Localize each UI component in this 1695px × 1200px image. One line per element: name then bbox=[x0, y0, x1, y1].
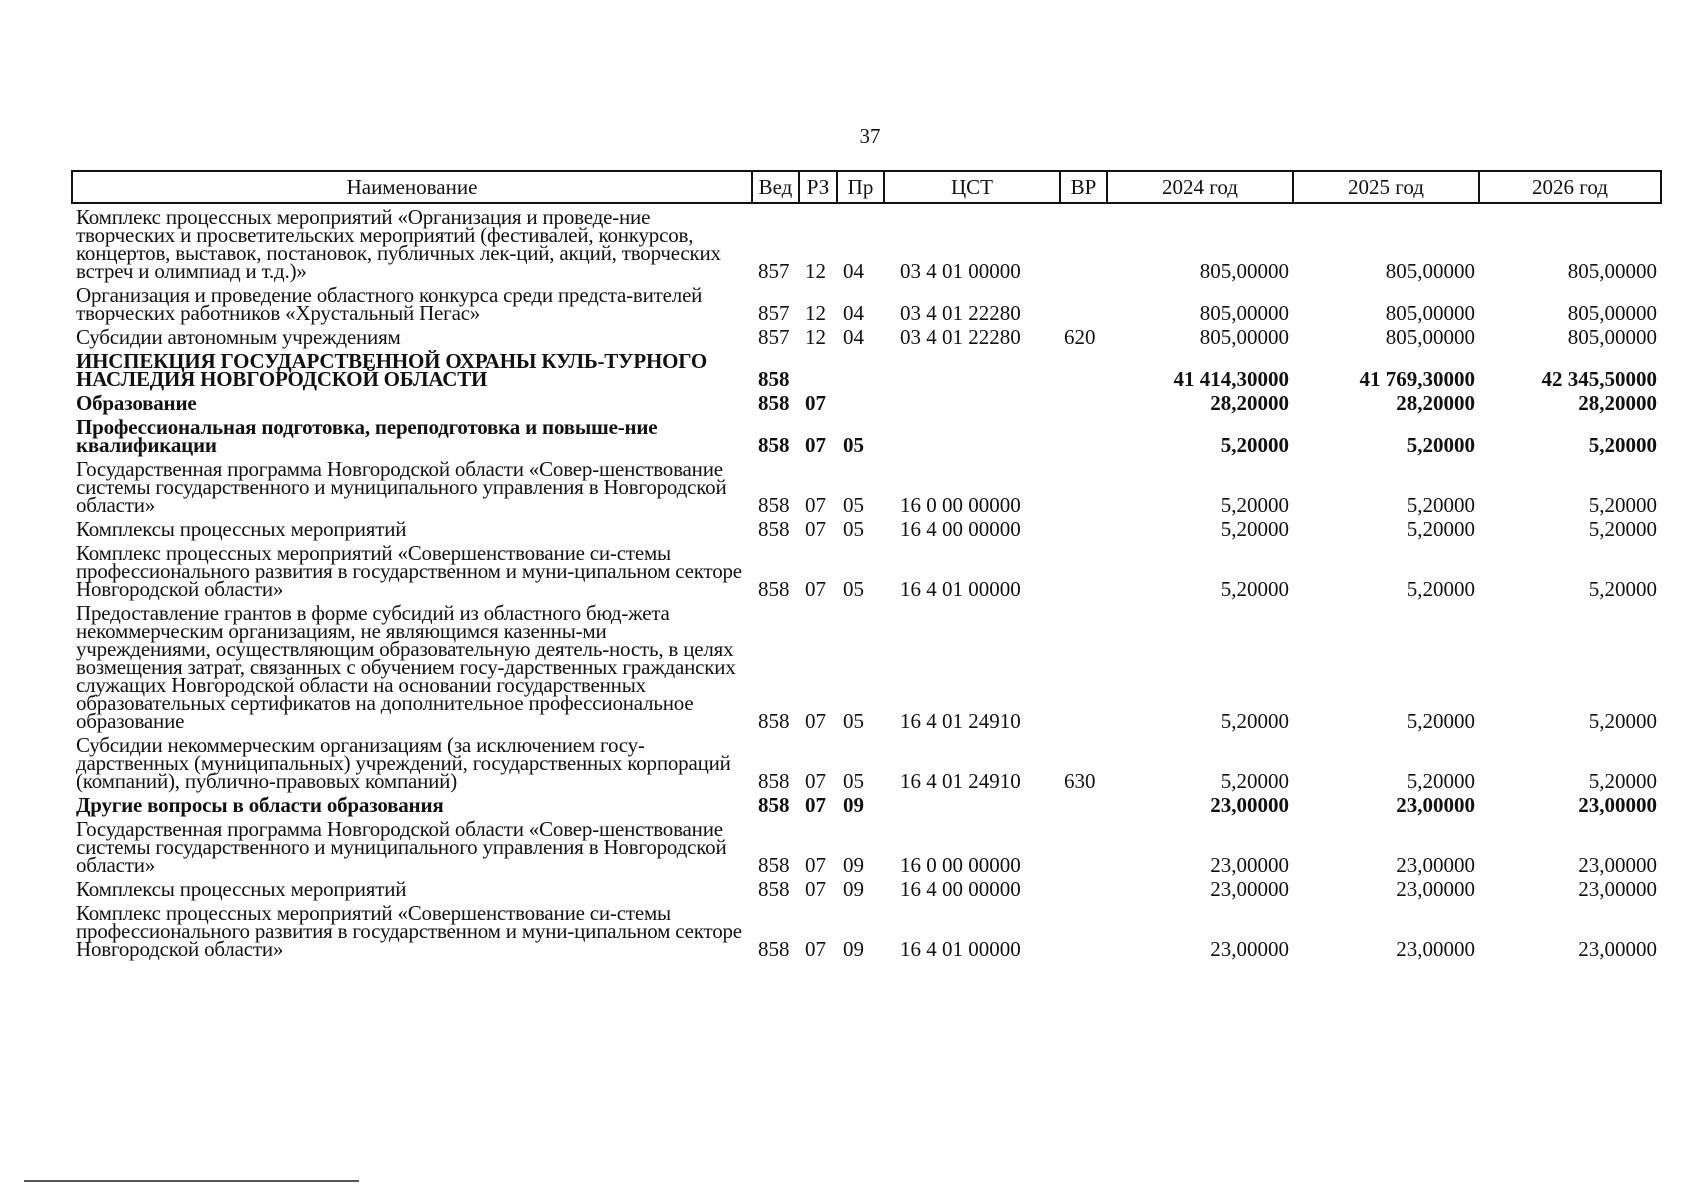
table-row bbox=[72, 282, 1661, 324]
row-name: Комплексы процессных мероприятий bbox=[76, 877, 407, 901]
row-name: Профессиональная подготовка, переподготовка и повыше-ние квалификации bbox=[76, 415, 658, 457]
row-vr bbox=[1060, 414, 1107, 456]
header-pr: Пр bbox=[837, 171, 884, 203]
row-ved: 858 bbox=[758, 433, 790, 457]
header-2026: 2026 год bbox=[1479, 171, 1661, 203]
row-vr bbox=[1060, 600, 1107, 732]
row-vr bbox=[1060, 456, 1107, 516]
row-2025: 805,00000 bbox=[1385, 301, 1475, 325]
row-ved: 858 bbox=[758, 517, 790, 541]
row-2025: 805,00000 bbox=[1385, 259, 1475, 283]
row-vr bbox=[1060, 348, 1107, 390]
row-ved: 858 bbox=[758, 853, 790, 877]
table-row bbox=[72, 816, 1661, 876]
row-2026: 805,00000 bbox=[1567, 301, 1657, 325]
page-number: 37 bbox=[859, 124, 881, 148]
row-2025: 5,20000 bbox=[1406, 769, 1475, 793]
row-pr: 05 bbox=[843, 769, 864, 793]
row-rz: 12 bbox=[805, 301, 826, 325]
row-ved: 858 bbox=[758, 367, 790, 391]
table-row bbox=[72, 600, 1661, 732]
row-name: Субсидии некоммерческим организациям (за исключением госу-дарственных (муниципальных) учреждений, государственных корпораций (компаний), публично-правовых компаний) bbox=[76, 733, 731, 793]
row-ved: 858 bbox=[758, 493, 790, 517]
row-ved: 857 bbox=[758, 259, 790, 283]
row-2026: 5,20000 bbox=[1588, 517, 1657, 541]
table-row bbox=[72, 540, 1661, 600]
row-2024: 5,20000 bbox=[1220, 709, 1289, 733]
row-ved: 858 bbox=[758, 391, 790, 415]
row-cst: 03 4 01 22280 bbox=[900, 301, 1021, 325]
header-cst: ЦСТ bbox=[884, 171, 1060, 203]
header-2024: 2024 год bbox=[1107, 171, 1293, 203]
row-cst: 16 4 01 00000 bbox=[900, 937, 1021, 961]
table-row bbox=[72, 203, 1661, 282]
row-pr: 04 bbox=[843, 301, 864, 325]
table-row bbox=[72, 900, 1661, 960]
header-vr: ВР bbox=[1060, 171, 1107, 203]
row-2025: 23,00000 bbox=[1396, 877, 1475, 901]
row-vr: 620 bbox=[1064, 325, 1096, 349]
row-rz: 07 bbox=[805, 709, 826, 733]
row-2024: 5,20000 bbox=[1220, 769, 1289, 793]
row-2025: 5,20000 bbox=[1406, 577, 1475, 601]
row-2024: 23,00000 bbox=[1210, 793, 1289, 817]
row-2026: 23,00000 bbox=[1578, 877, 1657, 901]
row-cst: 16 0 00 00000 bbox=[900, 493, 1021, 517]
row-2026: 5,20000 bbox=[1588, 433, 1657, 457]
row-2026: 5,20000 bbox=[1588, 709, 1657, 733]
row-name: Субсидии автономным учреждениям bbox=[76, 325, 401, 349]
row-pr bbox=[837, 348, 884, 390]
row-cst: 03 4 01 00000 bbox=[900, 259, 1021, 283]
table-row bbox=[72, 348, 1661, 390]
row-ved: 857 bbox=[758, 325, 790, 349]
row-pr: 09 bbox=[843, 937, 864, 961]
row-2026: 42 345,50000 bbox=[1541, 367, 1657, 391]
row-vr bbox=[1060, 816, 1107, 876]
row-name: Государственная программа Новгородской области «Совер-шенствование системы государственного и муниципального управления в Новгородской области» bbox=[76, 817, 727, 877]
row-2026: 23,00000 bbox=[1578, 937, 1657, 961]
row-2024: 28,20000 bbox=[1210, 391, 1289, 415]
row-cst: 16 4 01 24910 bbox=[900, 709, 1021, 733]
row-cst: 16 4 00 00000 bbox=[900, 517, 1021, 541]
row-rz: 07 bbox=[805, 769, 826, 793]
row-vr bbox=[1060, 900, 1107, 960]
row-pr: 05 bbox=[843, 709, 864, 733]
row-2026: 5,20000 bbox=[1588, 577, 1657, 601]
row-cst: 16 4 01 24910 bbox=[900, 769, 1021, 793]
row-cst: 16 4 00 00000 bbox=[900, 877, 1021, 901]
row-rz: 07 bbox=[805, 433, 826, 457]
row-2024: 5,20000 bbox=[1220, 433, 1289, 457]
table-row bbox=[72, 390, 1661, 414]
row-vr bbox=[1060, 516, 1107, 540]
row-rz: 12 bbox=[805, 259, 826, 283]
table-row bbox=[72, 324, 1661, 348]
row-vr bbox=[1060, 203, 1107, 282]
table-row bbox=[72, 792, 1661, 816]
row-ved: 858 bbox=[758, 769, 790, 793]
row-vr bbox=[1060, 390, 1107, 414]
row-name: ИНСПЕКЦИЯ ГОСУДАРСТВЕННОЙ ОХРАНЫ КУЛЬ-ТУРНОГО НАСЛЕДИЯ НОВГОРОДСКОЙ ОБЛАСТИ bbox=[76, 349, 707, 391]
row-name: Предоставление грантов в форме субсидий из областного бюд-жета некоммерческим организациям, не являющимся казенны-ми учреждениями, осуществляющим образовательную деятель-ность, в целях возмещения затрат, связанных с обучением госу-дарственных гражданских служащих Новгородской области на основании государственных образовательных сертификатов на дополнительное профессиональное образование bbox=[76, 601, 736, 733]
row-vr: 630 bbox=[1064, 769, 1096, 793]
row-ved: 858 bbox=[758, 793, 790, 817]
row-ved: 857 bbox=[758, 301, 790, 325]
row-2026: 23,00000 bbox=[1578, 793, 1657, 817]
row-cst bbox=[884, 792, 1060, 816]
row-2026: 23,00000 bbox=[1578, 853, 1657, 877]
row-2026: 28,20000 bbox=[1578, 391, 1657, 415]
row-pr: 04 bbox=[843, 325, 864, 349]
header-ved: Вед bbox=[752, 171, 799, 203]
header-2025: 2025 год bbox=[1293, 171, 1479, 203]
row-pr: 09 bbox=[843, 877, 864, 901]
row-cst bbox=[884, 390, 1060, 414]
row-rz: 07 bbox=[805, 937, 826, 961]
row-name: Образование bbox=[76, 391, 197, 415]
row-pr: 05 bbox=[843, 517, 864, 541]
row-2025: 5,20000 bbox=[1406, 493, 1475, 517]
row-rz: 12 bbox=[805, 325, 826, 349]
table-row bbox=[72, 414, 1661, 456]
row-2025: 805,00000 bbox=[1385, 325, 1475, 349]
row-pr bbox=[837, 390, 884, 414]
row-2025: 23,00000 bbox=[1396, 937, 1475, 961]
row-rz: 07 bbox=[805, 493, 826, 517]
row-2026: 5,20000 bbox=[1588, 493, 1657, 517]
row-pr: 09 bbox=[843, 793, 864, 817]
row-vr bbox=[1060, 282, 1107, 324]
row-ved: 858 bbox=[758, 937, 790, 961]
row-name: Организация и проведение областного конкурса среди предста-вителей творческих работников «Хрустальный Пегас» bbox=[76, 283, 703, 325]
row-2026: 805,00000 bbox=[1567, 325, 1657, 349]
row-2025: 5,20000 bbox=[1406, 517, 1475, 541]
table-body bbox=[72, 203, 1661, 960]
row-cst: 03 4 01 22280 bbox=[900, 325, 1021, 349]
row-cst bbox=[884, 414, 1060, 456]
row-pr: 05 bbox=[843, 577, 864, 601]
row-name: Комплекс процессных мероприятий «Организация и проведе-ние творческих и просветительских мероприятий (фестивалей, конкурсов, концертов, выставок, постановок, публичных лек-ций, акций, творческих встреч и олимпиад и т.д.)» bbox=[76, 205, 721, 283]
row-name: Комплекс процессных мероприятий «Совершенствование си-стемы профессионального развития в государственном и муни-ципальном секторе Новгородской области» bbox=[76, 901, 742, 961]
row-2025: 23,00000 bbox=[1396, 793, 1475, 817]
row-vr bbox=[1060, 876, 1107, 900]
row-rz: 07 bbox=[805, 853, 826, 877]
row-2024: 23,00000 bbox=[1210, 937, 1289, 961]
row-cst: 16 4 01 00000 bbox=[900, 577, 1021, 601]
row-vr bbox=[1060, 792, 1107, 816]
table-header-row bbox=[72, 171, 1661, 203]
row-name: Комплекс процессных мероприятий «Совершенствование си-стемы профессионального развития в государственном и муни-ципальном секторе Новгородской области» bbox=[76, 541, 742, 601]
header-rz: РЗ bbox=[799, 171, 837, 203]
table-row bbox=[72, 516, 1661, 540]
row-name: Государственная программа Новгородской области «Совер-шенствование системы государственного и муниципального управления в Новгородской области» bbox=[76, 457, 727, 517]
row-2024: 805,00000 bbox=[1199, 325, 1289, 349]
row-rz: 07 bbox=[805, 577, 826, 601]
row-2024: 5,20000 bbox=[1220, 517, 1289, 541]
row-2025: 28,20000 bbox=[1396, 391, 1475, 415]
row-pr: 04 bbox=[843, 259, 864, 283]
row-2024: 41 414,30000 bbox=[1173, 367, 1289, 391]
row-rz: 07 bbox=[805, 793, 826, 817]
header-name: Наименование bbox=[72, 171, 752, 203]
row-rz: 07 bbox=[805, 877, 826, 901]
row-2026: 805,00000 bbox=[1567, 259, 1657, 283]
row-pr: 09 bbox=[843, 853, 864, 877]
table-row bbox=[72, 456, 1661, 516]
row-ved: 858 bbox=[758, 877, 790, 901]
row-2026: 5,20000 bbox=[1588, 769, 1657, 793]
row-rz: 07 bbox=[805, 517, 826, 541]
row-name: Комплексы процессных мероприятий bbox=[76, 517, 407, 541]
budget-table bbox=[71, 170, 1662, 960]
row-2024: 805,00000 bbox=[1199, 301, 1289, 325]
row-2024: 5,20000 bbox=[1220, 493, 1289, 517]
row-cst bbox=[884, 348, 1060, 390]
table-row bbox=[72, 732, 1661, 792]
row-name: Другие вопросы в области образования bbox=[76, 793, 444, 817]
row-2024: 5,20000 bbox=[1220, 577, 1289, 601]
row-2024: 23,00000 bbox=[1210, 877, 1289, 901]
row-cst: 16 0 00 00000 bbox=[900, 853, 1021, 877]
row-ved: 858 bbox=[758, 709, 790, 733]
row-2024: 23,00000 bbox=[1210, 853, 1289, 877]
row-rz bbox=[799, 348, 837, 390]
row-2025: 23,00000 bbox=[1396, 853, 1475, 877]
table-row bbox=[72, 876, 1661, 900]
row-rz: 07 bbox=[805, 391, 826, 415]
row-2025: 5,20000 bbox=[1406, 433, 1475, 457]
row-2024: 805,00000 bbox=[1199, 259, 1289, 283]
footer-rule bbox=[24, 1180, 359, 1182]
row-pr: 05 bbox=[843, 493, 864, 517]
row-pr: 05 bbox=[843, 433, 864, 457]
row-2025: 5,20000 bbox=[1406, 709, 1475, 733]
row-vr bbox=[1060, 540, 1107, 600]
row-2025: 41 769,30000 bbox=[1359, 367, 1475, 391]
row-ved: 858 bbox=[758, 577, 790, 601]
